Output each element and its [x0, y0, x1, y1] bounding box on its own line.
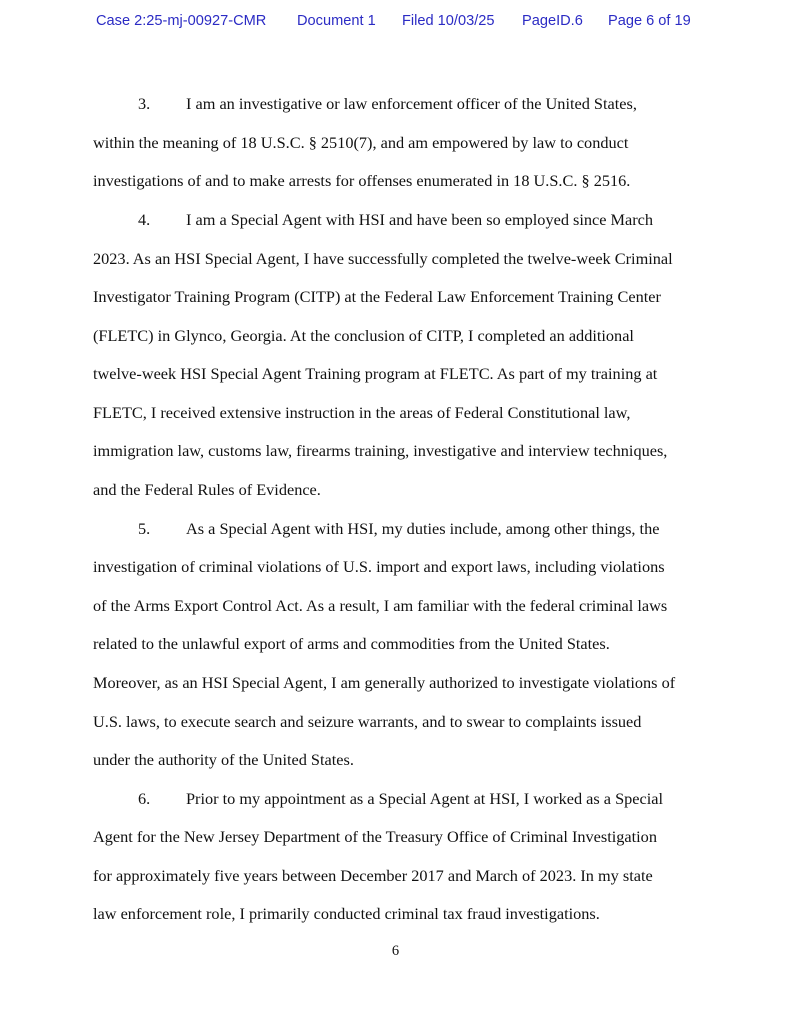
- text-line: 2023. As an HSI Special Agent, I have successfully completed the twelve-week Criminal: [93, 249, 673, 268]
- text-line: U.S. laws, to execute search and seizure warrants, and to swear to complaints issued: [93, 712, 642, 731]
- text-line: law enforcement role, I primarily conducted criminal tax fraud investigations.: [93, 904, 600, 923]
- text-line: (FLETC) in Glynco, Georgia. At the conclusion of CITP, I completed an additional: [93, 326, 634, 345]
- text-line: As a Special Agent with HSI, my duties include, among other things, the: [186, 519, 660, 538]
- text-line: related to the unlawful export of arms and commodities from the United States.: [93, 634, 610, 653]
- text-line: and the Federal Rules of Evidence.: [93, 480, 321, 499]
- paragraph-number: 3.: [138, 94, 151, 113]
- text-line: under the authority of the United States.: [93, 750, 354, 769]
- text-line: investigations of and to make arrests for offenses enumerated in 18 U.S.C. § 2516.: [93, 171, 631, 190]
- page-number: 6: [391, 943, 400, 959]
- paragraph-number: 6.: [138, 789, 151, 808]
- text-line: FLETC, I received extensive instruction in the areas of Federal Constitutional law,: [93, 403, 631, 422]
- paragraph-number: 5.: [138, 519, 151, 538]
- text-line: I am a Special Agent with HSI and have been so employed since March: [186, 210, 654, 229]
- text-line: twelve-week HSI Special Agent Training program at FLETC. As part of my training at: [93, 364, 658, 383]
- document-number: Document 1: [297, 13, 376, 29]
- text-line: for approximately five years between December 2017 and March of 2023. In my state: [93, 866, 653, 885]
- text-line: Investigator Training Program (CITP) at the Federal Law Enforcement Training Center: [93, 287, 661, 306]
- page-count: Page 6 of 19: [608, 13, 691, 29]
- text-line: Moreover, as an HSI Special Agent, I am generally authorized to investigate violations of: [93, 673, 676, 692]
- case-header: [96, 13, 791, 33]
- text-line: Prior to my appointment as a Special Agent at HSI, I worked as a Special: [186, 789, 664, 808]
- text-line: investigation of criminal violations of U.S. import and export laws, including violations: [93, 557, 665, 576]
- paragraph-number: 4.: [138, 210, 151, 229]
- case-number: Case 2:25-mj-00927-CMR: [96, 13, 267, 29]
- filed-date: Filed 10/03/25: [402, 13, 495, 29]
- text-line: of the Arms Export Control Act. As a result, I am familiar with the federal criminal laws: [93, 596, 668, 615]
- text-line: Agent for the New Jersey Department of the Treasury Office of Criminal Investigation: [93, 827, 657, 846]
- text-line: immigration law, customs law, firearms training, investigative and interview techniques,: [93, 441, 668, 460]
- text-line: I am an investigative or law enforcement officer of the United States,: [186, 94, 637, 113]
- page-id: PageID.6: [522, 13, 583, 29]
- text-line: within the meaning of 18 U.S.C. § 2510(7), and am empowered by law to conduct: [93, 133, 629, 152]
